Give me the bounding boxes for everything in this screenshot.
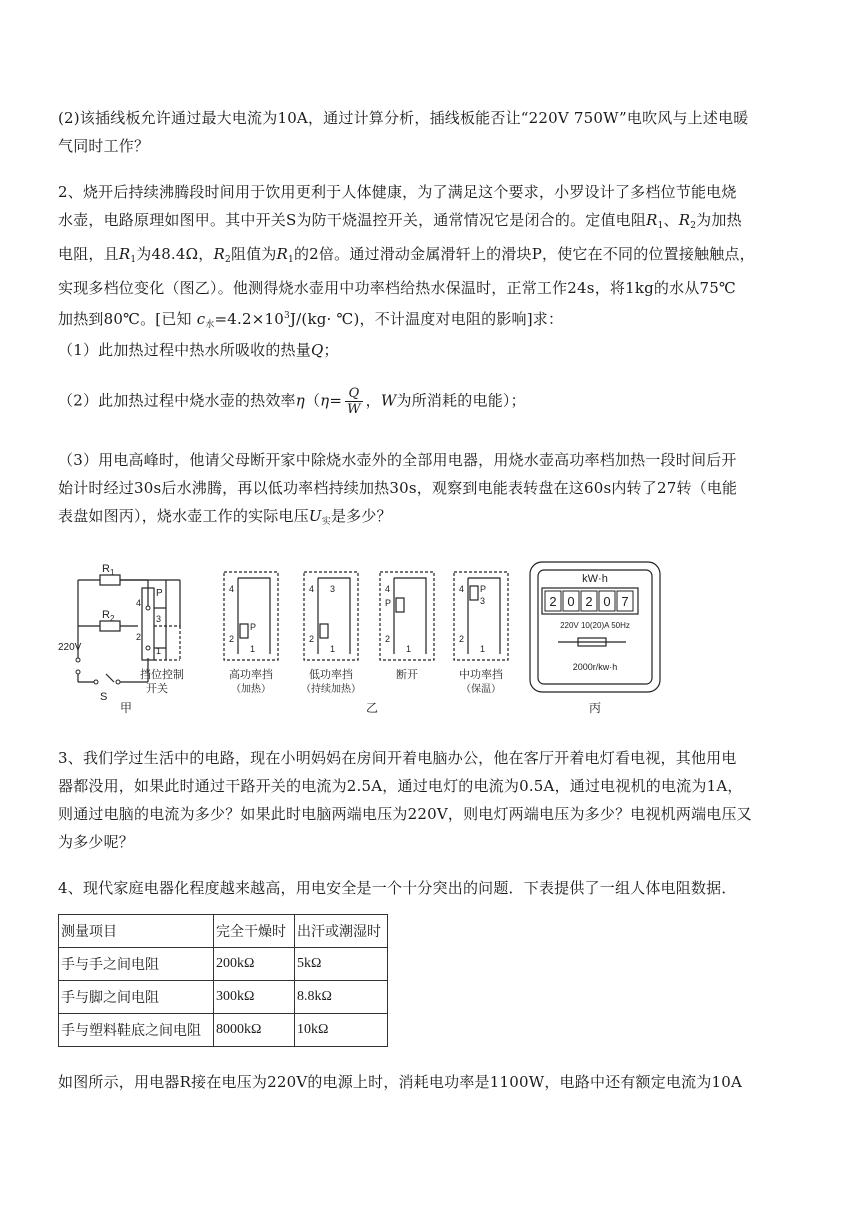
- contact-1: 1: [406, 644, 412, 654]
- panel-label: 中功率挡: [459, 669, 503, 681]
- table-cell: 200kΩ: [214, 948, 295, 981]
- table-cell: 手与手之间电阻: [59, 948, 214, 981]
- contact-4: 4: [229, 584, 235, 594]
- text-line: （2）此加热过程中烧水壶的热效率η（η= $\frac{Q}{W}$ ，W为所消耗的电能）；: [58, 386, 526, 417]
- table-row: [59, 948, 388, 981]
- meter-rating: 220V 10(20)A 50Hz: [560, 621, 630, 630]
- contact-2: 2: [459, 634, 465, 644]
- meter-digit: 0: [603, 594, 611, 609]
- question-3: [58, 744, 806, 856]
- contact-1: 1: [480, 644, 486, 654]
- text-line: 器都没用，如果此时通过干路开关的电流为2.5A，通过电灯的电流为0.5A，通过电视机的电流为1A，: [58, 777, 743, 795]
- text-line: （3）用电高峰时，他请父母断开家中除烧水壶外的全部用电器，用烧水壶高功率档加热一段时间后开: [58, 451, 737, 469]
- p-label: P: [156, 588, 163, 599]
- circuit-figure: [58, 560, 668, 720]
- switch-label-1: 挡位控制: [140, 669, 184, 681]
- table-cell: 手与脚之间电阻: [59, 981, 214, 1014]
- text-line: 水壶，电路原理如图甲。其中开关S为防干烧温控开关，通常情况它是闭合的。定值电阻$R_1$、$R_2$为加热: [58, 211, 742, 231]
- text-line: 2、烧开后持续沸腾段时间用于饮用更利于人体健康，为了满足这个要求，小罗设计了多档位节能电烧: [58, 183, 737, 201]
- slider-p: P: [480, 584, 487, 594]
- caption-yi: 乙: [366, 701, 379, 715]
- question-2-stem: [58, 178, 806, 339]
- text-line: 4、现代家庭电器化程度越来越高，用电安全是一个十分突出的问题．下表提供了一组人体电阻数据．: [58, 879, 737, 897]
- table-header: 完全干燥时: [214, 915, 295, 948]
- contact-1: 1: [330, 644, 336, 654]
- contact-3: 3: [156, 614, 162, 624]
- r2-label: $R_2$: [102, 609, 115, 623]
- contact-1: 1: [250, 644, 256, 654]
- contact-2: 2: [385, 634, 391, 644]
- contact-3: 3: [480, 596, 486, 606]
- caption-jia: 甲: [120, 701, 133, 715]
- contact-4: 4: [459, 584, 465, 594]
- table-cell: 8.8kΩ: [295, 981, 388, 1014]
- meter-unit: kW·h: [582, 573, 608, 585]
- r1-label: $R_1$: [102, 563, 115, 577]
- table-header-row: [59, 915, 388, 948]
- panel-sub: （保温）: [461, 684, 501, 695]
- text-line: 则通过电脑的电流为多少？如果此时电脑两端电压为220V，则电灯两端电压为多少？电视机两端电压又: [58, 805, 752, 823]
- contact-2: 2: [136, 632, 142, 642]
- text-line: 始计时经过30s后水沸腾，再以低功率档持续加热30s，观察到电能表转盘在这60s内转了27转（电能: [58, 479, 738, 497]
- question-4: [58, 874, 806, 902]
- text-line: 为多少呢？: [58, 833, 135, 851]
- table-header: 测量项目: [59, 915, 214, 948]
- table-cell: 8000kΩ: [214, 1014, 295, 1047]
- text-line: 电阻，且$R_1$为48.4Ω，$R_2$阻值为$R_1$的2倍。通过滑动金属滑轩上的滑块P，使它在不同的位置接触触点，: [58, 245, 755, 265]
- caption-bing: 丙: [589, 701, 602, 715]
- table-cell: 300kΩ: [214, 981, 295, 1014]
- slider-p: P: [250, 622, 257, 632]
- contact-2: 2: [309, 634, 315, 644]
- meter-digit: 2: [585, 594, 593, 609]
- text-line: 加热到80℃。[已知 $c_水=4.2\times 10^3J/(kg\cdot$ ℃)，不计温度对电阻的影响]求：: [58, 310, 564, 330]
- voltage-label: 220V: [58, 642, 82, 653]
- text-line: 如图所示，用电器R接在电压为220V的电源上时，消耗电功率是1100W，电路中还有额定电流为10A: [58, 1073, 743, 1091]
- table-row: [59, 1014, 388, 1047]
- question-2-sub-1: [58, 336, 806, 364]
- switch-s-label: S: [100, 691, 108, 703]
- table-cell: 5kΩ: [295, 948, 388, 981]
- text-line: 实现多档位变化（图乙）。他测得烧水壶用中功率档给热水保温时，正常工作24s，将1kg的水从75℃: [58, 279, 736, 297]
- text-line: 气同时工作？: [58, 137, 150, 155]
- table-cell: 10kΩ: [295, 1014, 388, 1047]
- panel-label: 高功率挡: [229, 669, 273, 681]
- panel-label: 断开: [396, 669, 418, 681]
- text-line: （1）此加热过程中热水所吸收的热量Q；: [58, 341, 339, 359]
- question-2-sub-2: [58, 386, 806, 417]
- question-1-part-2: [58, 104, 806, 160]
- contact-4: 4: [385, 584, 391, 594]
- text-line: (2)该插线板允许通过最大电流为10A，通过计算分析，插线板能否让“220V 750W”电吹风与上述电暖: [58, 109, 749, 127]
- question-4-continued: [58, 1068, 806, 1096]
- text-line: 表盘如图丙），烧水壶工作的实际电压$U_实$是多少？: [58, 507, 392, 527]
- panel-label: 低功率挡: [309, 669, 353, 681]
- contact-1: 1: [156, 646, 162, 656]
- text-line: 3、我们学过生活中的电路，现在小明妈妈在房间开着电脑办公，他在客厅开着电灯看电视，其他用电: [58, 749, 737, 767]
- efficiency-fraction: $\frac{Q}{W}$: [347, 386, 361, 417]
- meter-digit: 2: [549, 594, 557, 609]
- meter-digit: 7: [621, 594, 629, 609]
- table-cell: 手与塑料鞋底之间电阻: [59, 1014, 214, 1047]
- resistance-table: [58, 914, 388, 1047]
- contact-4: 4: [309, 584, 315, 594]
- slider-p: P: [385, 598, 392, 608]
- meter-digit: 0: [567, 594, 575, 609]
- table-row: [59, 981, 388, 1014]
- switch-label-2: 开关: [146, 683, 168, 695]
- contact-2: 2: [229, 634, 235, 644]
- table-header: 出汗或潮湿时: [295, 915, 388, 948]
- panel-sub: （持续加热）: [301, 684, 361, 695]
- meter-constant: 2000r/kw·h: [572, 662, 618, 672]
- panel-sub: （加热）: [231, 684, 271, 695]
- contact-3: 3: [330, 584, 336, 594]
- question-2-sub-3: [58, 446, 806, 536]
- contact-4: 4: [136, 598, 142, 608]
